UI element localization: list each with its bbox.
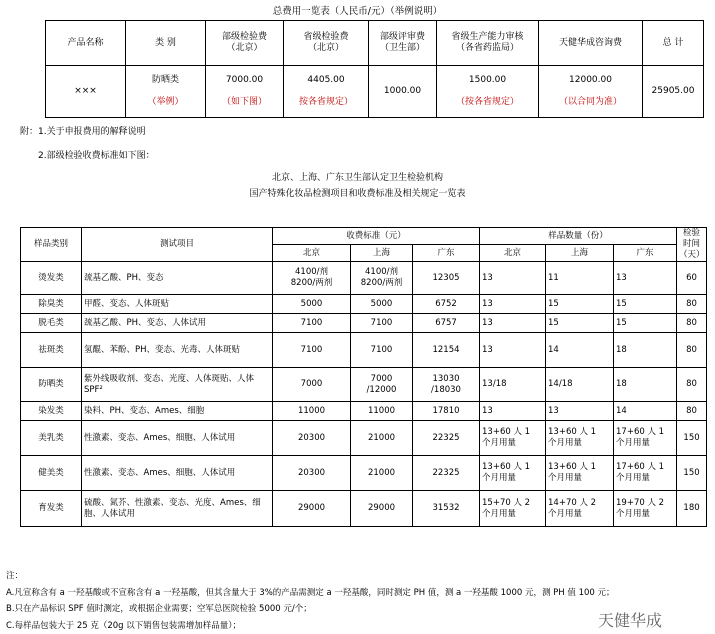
fee-shanghai-cell: 7100 xyxy=(351,314,413,333)
notes-block xyxy=(6,568,615,634)
consulting-cell: 12000.00 （以合同为准） xyxy=(539,66,643,118)
sample-category-cell: 脱毛类 xyxy=(21,314,82,333)
fee-beijing-cell: 20300 xyxy=(273,456,351,491)
qty-guangdong-cell: 13 xyxy=(614,262,677,295)
fee-guangdong-cell: 13030 /18030 xyxy=(413,368,480,402)
qty-beijing-cell: 13+60 人 1 个月用量 xyxy=(480,421,546,456)
header-product-name: 产品名称 xyxy=(46,21,126,66)
qty-shanghai-cell: 14+70 人 2 个月用量 xyxy=(546,491,614,527)
fee-beijing-cell: 7000 xyxy=(273,368,351,402)
inspection-row xyxy=(21,333,707,368)
watermark-logo-text: 天健华成 xyxy=(598,608,662,631)
fee-beijing-cell: 7100 xyxy=(273,314,351,333)
header-qty-shanghai: 上海 xyxy=(546,245,614,262)
fee-guangdong-cell: 17810 xyxy=(413,402,480,421)
header-sample-quantity: 样品数量（份） xyxy=(480,228,677,245)
header-qty-beijing: 北京 xyxy=(480,245,546,262)
fee-shanghai-cell: 5000 xyxy=(351,295,413,314)
qty-shanghai-cell: 14 xyxy=(546,333,614,368)
test-items-cell: 氢醌、苯酚、PH、变态、光毒、人体斑贴 xyxy=(82,333,273,368)
inspection-row xyxy=(21,402,707,421)
header-test-items: 测试项目 xyxy=(82,228,273,262)
test-items-cell: 巯基乙酸、PH、变态 xyxy=(82,262,273,295)
qty-shanghai-cell: 13 xyxy=(546,402,614,421)
fee-guangdong-cell: 6752 xyxy=(413,295,480,314)
header-review: 部级评审费 （卫生部） xyxy=(369,21,437,66)
fee-shanghai-cell: 7100 xyxy=(351,333,413,368)
appendix-line-2: 2.部级检验收费标准如下图： xyxy=(38,148,155,161)
qty-shanghai-cell: 15 xyxy=(546,314,614,333)
fee-beijing-cell: 20300 xyxy=(273,421,351,456)
qty-shanghai-cell: 13+60 人 1 个月用量 xyxy=(546,421,614,456)
ministry-test-cell: 7000.00 （如下图） xyxy=(206,66,284,118)
sample-category-cell: 除臭类 xyxy=(21,295,82,314)
fee-shanghai-cell: 29000 xyxy=(351,491,413,527)
sample-category-cell: 防晒类 xyxy=(21,368,82,402)
qty-shanghai-cell: 11 xyxy=(546,262,614,295)
qty-beijing-cell: 13/18 xyxy=(480,368,546,402)
header-consulting: 天健华成咨询费 xyxy=(539,21,643,66)
total-cell: 25905.00 xyxy=(643,66,704,118)
test-items-cell: 硫酸、氮芥、性激素、变态、光度、Ames、细胞、人体试用 xyxy=(82,491,273,527)
sample-category-cell: 美乳类 xyxy=(21,421,82,456)
category-cell: 防晒类 （举例） xyxy=(126,66,206,118)
inspection-header-row-1 xyxy=(21,228,707,245)
test-items-cell: 性激素、变态、Ames、细胞、人体试用 xyxy=(82,456,273,491)
inspection-days-cell: 80 xyxy=(677,402,707,421)
fee-guangdong-cell: 12305 xyxy=(413,262,480,295)
sample-category-cell: 烫发类 xyxy=(21,262,82,295)
sample-category-cell: 祛斑类 xyxy=(21,333,82,368)
test-items-cell: 巯基乙酸、PH、变态、人体试用 xyxy=(82,314,273,333)
sample-category-cell: 染发类 xyxy=(21,402,82,421)
header-fee-guangdong: 广东 xyxy=(413,245,480,262)
qty-guangdong-cell: 15 xyxy=(614,314,677,333)
qty-shanghai-cell: 13+60 人 1 个月用量 xyxy=(546,456,614,491)
inspection-row xyxy=(21,491,707,527)
header-inspection-time: 检验时间 （天） xyxy=(677,228,707,262)
qty-beijing-cell: 13 xyxy=(480,333,546,368)
qty-shanghai-cell: 15 xyxy=(546,295,614,314)
inspection-title-2: 国产特殊化妆品检测项目和收费标准及相关规定一览表 xyxy=(0,186,715,199)
inspection-days-cell: 180 xyxy=(677,491,707,527)
qty-beijing-cell: 15+70 人 2 个月用量 xyxy=(480,491,546,527)
fee-beijing-cell: 7100 xyxy=(273,333,351,368)
qty-guangdong-cell: 19+70 人 2 个月用量 xyxy=(614,491,677,527)
inspection-days-cell: 80 xyxy=(677,314,707,333)
fee-shanghai-cell: 21000 xyxy=(351,456,413,491)
header-qty-guangdong: 广东 xyxy=(614,245,677,262)
test-items-cell: 染料、PH、变态、Ames、细胞 xyxy=(82,402,273,421)
qty-guangdong-cell: 18 xyxy=(614,333,677,368)
qty-guangdong-cell: 17+60 人 1 个月用量 xyxy=(614,421,677,456)
fee-header-row xyxy=(46,21,704,66)
note-c: C.每样品包装大于 25 克（20g 以下销售包装需增加样品量）； xyxy=(6,618,615,634)
header-capacity: 省级生产能力审核 （各省药监局） xyxy=(437,21,539,66)
fee-beijing-cell: 29000 xyxy=(273,491,351,527)
qty-guangdong-cell: 17+60 人 1 个月用量 xyxy=(614,456,677,491)
test-items-cell: 性激素、变态、Ames、细胞、人体试用 xyxy=(82,421,273,456)
fee-shanghai-cell: 7000 /12000 xyxy=(351,368,413,402)
qty-shanghai-cell: 14/18 xyxy=(546,368,614,402)
sample-category-cell: 健美类 xyxy=(21,456,82,491)
fee-guangdong-cell: 31532 xyxy=(413,491,480,527)
inspection-days-cell: 80 xyxy=(677,368,707,402)
notes-label: 注： xyxy=(6,568,615,585)
inspection-days-cell: 80 xyxy=(677,295,707,314)
header-fee-shanghai: 上海 xyxy=(351,245,413,262)
sample-category-cell: 育发类 xyxy=(21,491,82,527)
inspection-row xyxy=(21,456,707,491)
inspection-days-cell: 80 xyxy=(677,333,707,368)
fee-guangdong-cell: 6757 xyxy=(413,314,480,333)
fee-beijing-cell: 5000 xyxy=(273,295,351,314)
fee-guangdong-cell: 12154 xyxy=(413,333,480,368)
review-cell: 1000.00 xyxy=(369,66,437,118)
note-b: B.只在产品标识 SPF 值时测定，或根据企业需要；空军总医院检验 5000 元/个； xyxy=(6,601,615,618)
header-province-test: 省级检验费 （北京） xyxy=(284,21,369,66)
fee-shanghai-cell: 21000 xyxy=(351,421,413,456)
inspection-row xyxy=(21,368,707,402)
test-items-cell: 甲醛、变态、人体斑贴 xyxy=(82,295,273,314)
fee-data-row xyxy=(46,66,704,118)
qty-guangdong-cell: 14 xyxy=(614,402,677,421)
qty-beijing-cell: 13 xyxy=(480,295,546,314)
appendix-line-1: 附：1.关于申报费用的解释说明 xyxy=(20,124,146,137)
qty-beijing-cell: 13 xyxy=(480,314,546,333)
page-title: 总费用一览表（人民币/元）（举例说明） xyxy=(0,3,715,17)
header-total: 总 计 xyxy=(643,21,704,66)
note-a: A.凡宣称含有 a 一羟基酸或不宣称含有 a 一羟基酸，但其含量大于 3%的产品需测定 a 一羟基酸，同时测定 PH 值，测 a 一羟基酸 1000 元，测 PH 值 100 元； xyxy=(6,585,615,602)
fee-guangdong-cell: 22325 xyxy=(413,421,480,456)
inspection-row xyxy=(21,295,707,314)
province-test-cell: 4405.00 按各省规定） xyxy=(284,66,369,118)
header-category: 类 别 xyxy=(126,21,206,66)
fee-guangdong-cell: 22325 xyxy=(413,456,480,491)
header-sample-category: 样品类别 xyxy=(21,228,82,262)
inspection-fee-table xyxy=(20,227,707,527)
test-items-cell: 紫外线吸收剂、变态、光度、人体斑贴、人体 SPF² xyxy=(82,368,273,402)
qty-beijing-cell: 13 xyxy=(480,402,546,421)
capacity-cell: 1500.00 （按各省规定） xyxy=(437,66,539,118)
inspection-row xyxy=(21,314,707,333)
qty-beijing-cell: 13 xyxy=(480,262,546,295)
qty-guangdong-cell: 15 xyxy=(614,295,677,314)
fee-summary-table xyxy=(45,20,704,118)
header-fee-standard: 收费标准（元） xyxy=(273,228,480,245)
inspection-title-1: 北京、上海、广东卫生部认定卫生检验机构 xyxy=(0,170,715,183)
header-ministry-test: 部级检验费 （北京） xyxy=(206,21,284,66)
fee-beijing-cell: 4100/剂 8200/两剂 xyxy=(273,262,351,295)
inspection-days-cell: 150 xyxy=(677,456,707,491)
inspection-days-cell: 60 xyxy=(677,262,707,295)
qty-beijing-cell: 13+60 人 1 个月用量 xyxy=(480,456,546,491)
inspection-row xyxy=(21,421,707,456)
inspection-table-body xyxy=(21,262,707,527)
inspection-row xyxy=(21,262,707,295)
fee-shanghai-cell: 4100/剂 8200/两剂 xyxy=(351,262,413,295)
fee-beijing-cell: 11000 xyxy=(273,402,351,421)
product-name-cell: ××× xyxy=(46,66,126,118)
qty-guangdong-cell: 18 xyxy=(614,368,677,402)
inspection-days-cell: 150 xyxy=(677,421,707,456)
header-fee-beijing: 北京 xyxy=(273,245,351,262)
fee-shanghai-cell: 11000 xyxy=(351,402,413,421)
